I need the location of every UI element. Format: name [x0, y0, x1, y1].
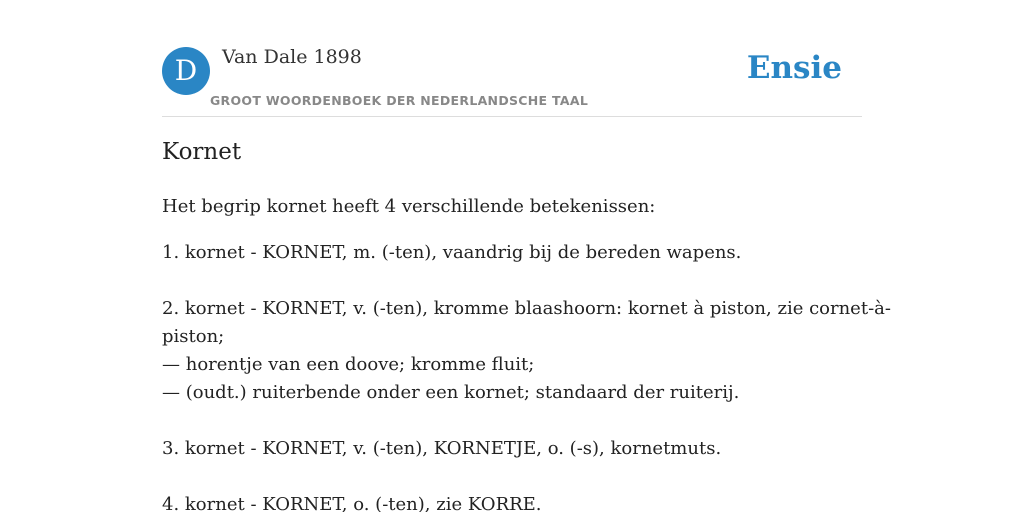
- meaning-item: [162, 435, 862, 463]
- meaning-item: [162, 295, 891, 407]
- meaning-line: 3. kornet - KORNET, v. (-ten), KORNETJE, o. (-s), kornetmuts.: [162, 438, 722, 459]
- page-title: Kornet: [162, 139, 242, 165]
- meaning-line: 2. kornet - KORNET, v. (-ten), kromme blaashoorn: kornet à piston, zie cornet-à-: [162, 298, 891, 319]
- meaning-item: [162, 491, 862, 512]
- meaning-item: [162, 239, 862, 267]
- dictionary-logo-icon[interactable]: D: [162, 47, 210, 95]
- intro-text: Het begrip kornet heeft 4 verschillende betekenissen:: [162, 196, 656, 217]
- meaning-line: piston;: [162, 326, 225, 347]
- meaning-line: 1. kornet - KORNET, m. (-ten), vaandrig bij de bereden wapens.: [162, 242, 742, 263]
- meaning-line: — (oudt.) ruiterbende onder een kornet; standaard der ruiterij.: [162, 382, 740, 403]
- brand-logo[interactable]: Ensie: [746, 50, 842, 86]
- site-header: [162, 0, 862, 117]
- source-subtitle: GROOT WOORDENBOEK DER NEDERLANDSCHE TAAL: [210, 93, 589, 108]
- meaning-line: — horentje van een doove; kromme fluit;: [162, 354, 535, 375]
- meaning-line: 4. kornet - KORNET, o. (-ten), zie KORRE.: [162, 494, 542, 512]
- source-title[interactable]: Van Dale 1898: [222, 46, 362, 68]
- meanings-list: [162, 239, 891, 512]
